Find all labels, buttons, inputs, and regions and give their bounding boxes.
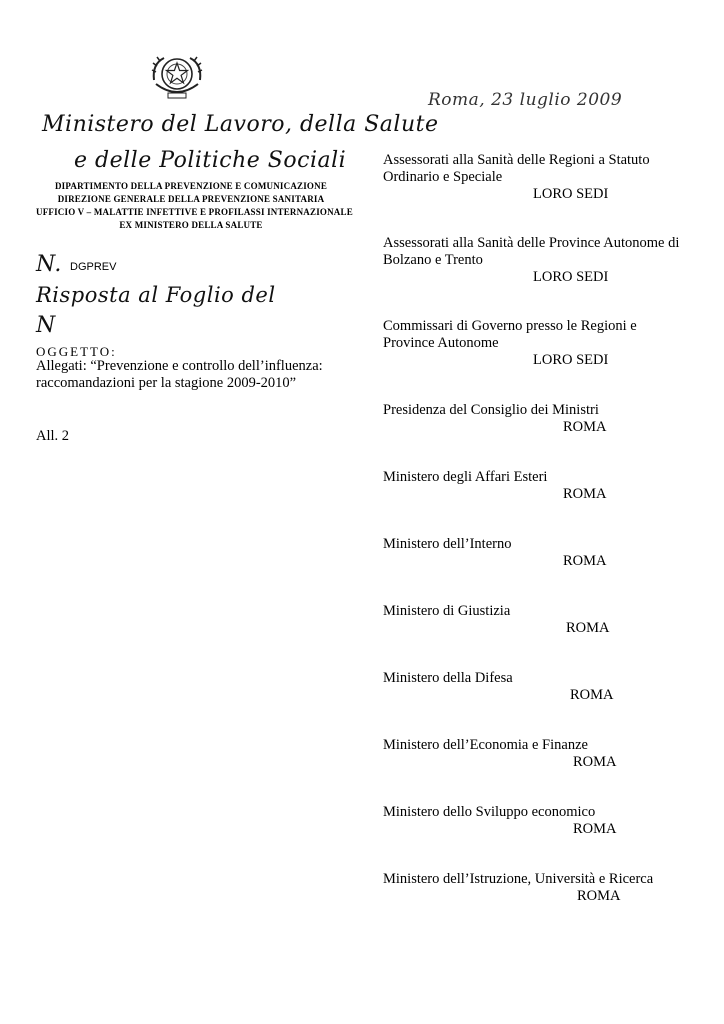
recipient-name: Ministero dell’Economia e Finanze: [383, 737, 588, 753]
department-line: DIREZIONE GENERALE DELLA PREVENZIONE SANITARIA: [57, 194, 325, 204]
ministry-name-line1: Ministero del Lavoro, della Salute: [42, 112, 439, 137]
recipient-entry: [383, 469, 703, 503]
recipient-entry: [383, 603, 703, 637]
recipient-location: ROMA: [577, 888, 621, 904]
recipient-name: Assessorati alla Sanità delle Regioni a Statuto Ordinario e Speciale: [383, 152, 650, 185]
department-block: [36, 180, 353, 232]
recipient-location: ROMA: [573, 754, 617, 770]
recipient-location: ROMA: [573, 821, 617, 837]
recipient-name: Ministero dell’Istruzione, Università e Ricerca: [383, 871, 654, 887]
recipient-entry: [383, 536, 703, 570]
attachments-count: All. 2: [36, 428, 70, 444]
recipient-entry: [383, 152, 703, 203]
department-line: EX MINISTERO DELLA SALUTE: [119, 220, 263, 230]
recipient-location: LORO SEDI: [533, 186, 609, 202]
recipient-entry: [383, 871, 703, 905]
department-line: UFFICIO V – MALATTIE INFETTIVE E PROFILASSI INTERNAZIONALE: [36, 207, 353, 217]
recipient-name: Ministero dell’Interno: [383, 536, 512, 552]
recipient-location: ROMA: [563, 553, 607, 569]
ministry-name-line2: e delle Politiche Sociali: [74, 148, 347, 173]
reply-label: Risposta al Foglio del: [36, 283, 276, 307]
recipient-location: ROMA: [566, 620, 610, 636]
recipient-entry: [383, 235, 703, 286]
recipient-entry: [383, 318, 703, 369]
recipient-name: Assessorati alla Sanità delle Province Autonome di Bolzano e Trento: [383, 235, 680, 268]
recipient-entry: [383, 804, 703, 838]
recipient-entry: [383, 402, 703, 436]
recipient-name: Ministero degli Affari Esteri: [383, 469, 548, 485]
recipient-location: ROMA: [563, 486, 607, 502]
recipient-location: ROMA: [563, 419, 607, 435]
subject-label: OGGETTO:: [36, 344, 117, 359]
protocol-code: DGPREV: [70, 261, 117, 273]
recipient-name: Commissari di Governo presso le Regioni e Province Autonome: [383, 318, 637, 351]
recipient-location: LORO SEDI: [533, 352, 609, 368]
recipient-entry: [383, 670, 703, 704]
recipient-location: ROMA: [570, 687, 614, 703]
recipient-location: LORO SEDI: [533, 269, 609, 285]
number-label-2: N: [36, 313, 56, 338]
recipient-name: Ministero di Giustizia: [383, 603, 511, 619]
recipient-name: Ministero dello Sviluppo economico: [383, 804, 596, 820]
recipient-entry: [383, 737, 703, 771]
recipient-name: Presidenza del Consiglio dei Ministri: [383, 402, 599, 418]
department-line: DIPARTIMENTO DELLA PREVENZIONE E COMUNICAZIONE: [54, 181, 328, 191]
recipient-name: Ministero della Difesa: [383, 670, 513, 686]
letter-date: Roma, 23 luglio 2009: [428, 90, 623, 110]
number-label: N.: [36, 252, 62, 277]
italian-republic-emblem-icon: [148, 50, 206, 102]
subject-text: Allegati: “Prevenzione e controllo dell’influenza: raccomandazioni per la stagione 2009-2010”: [36, 358, 323, 391]
